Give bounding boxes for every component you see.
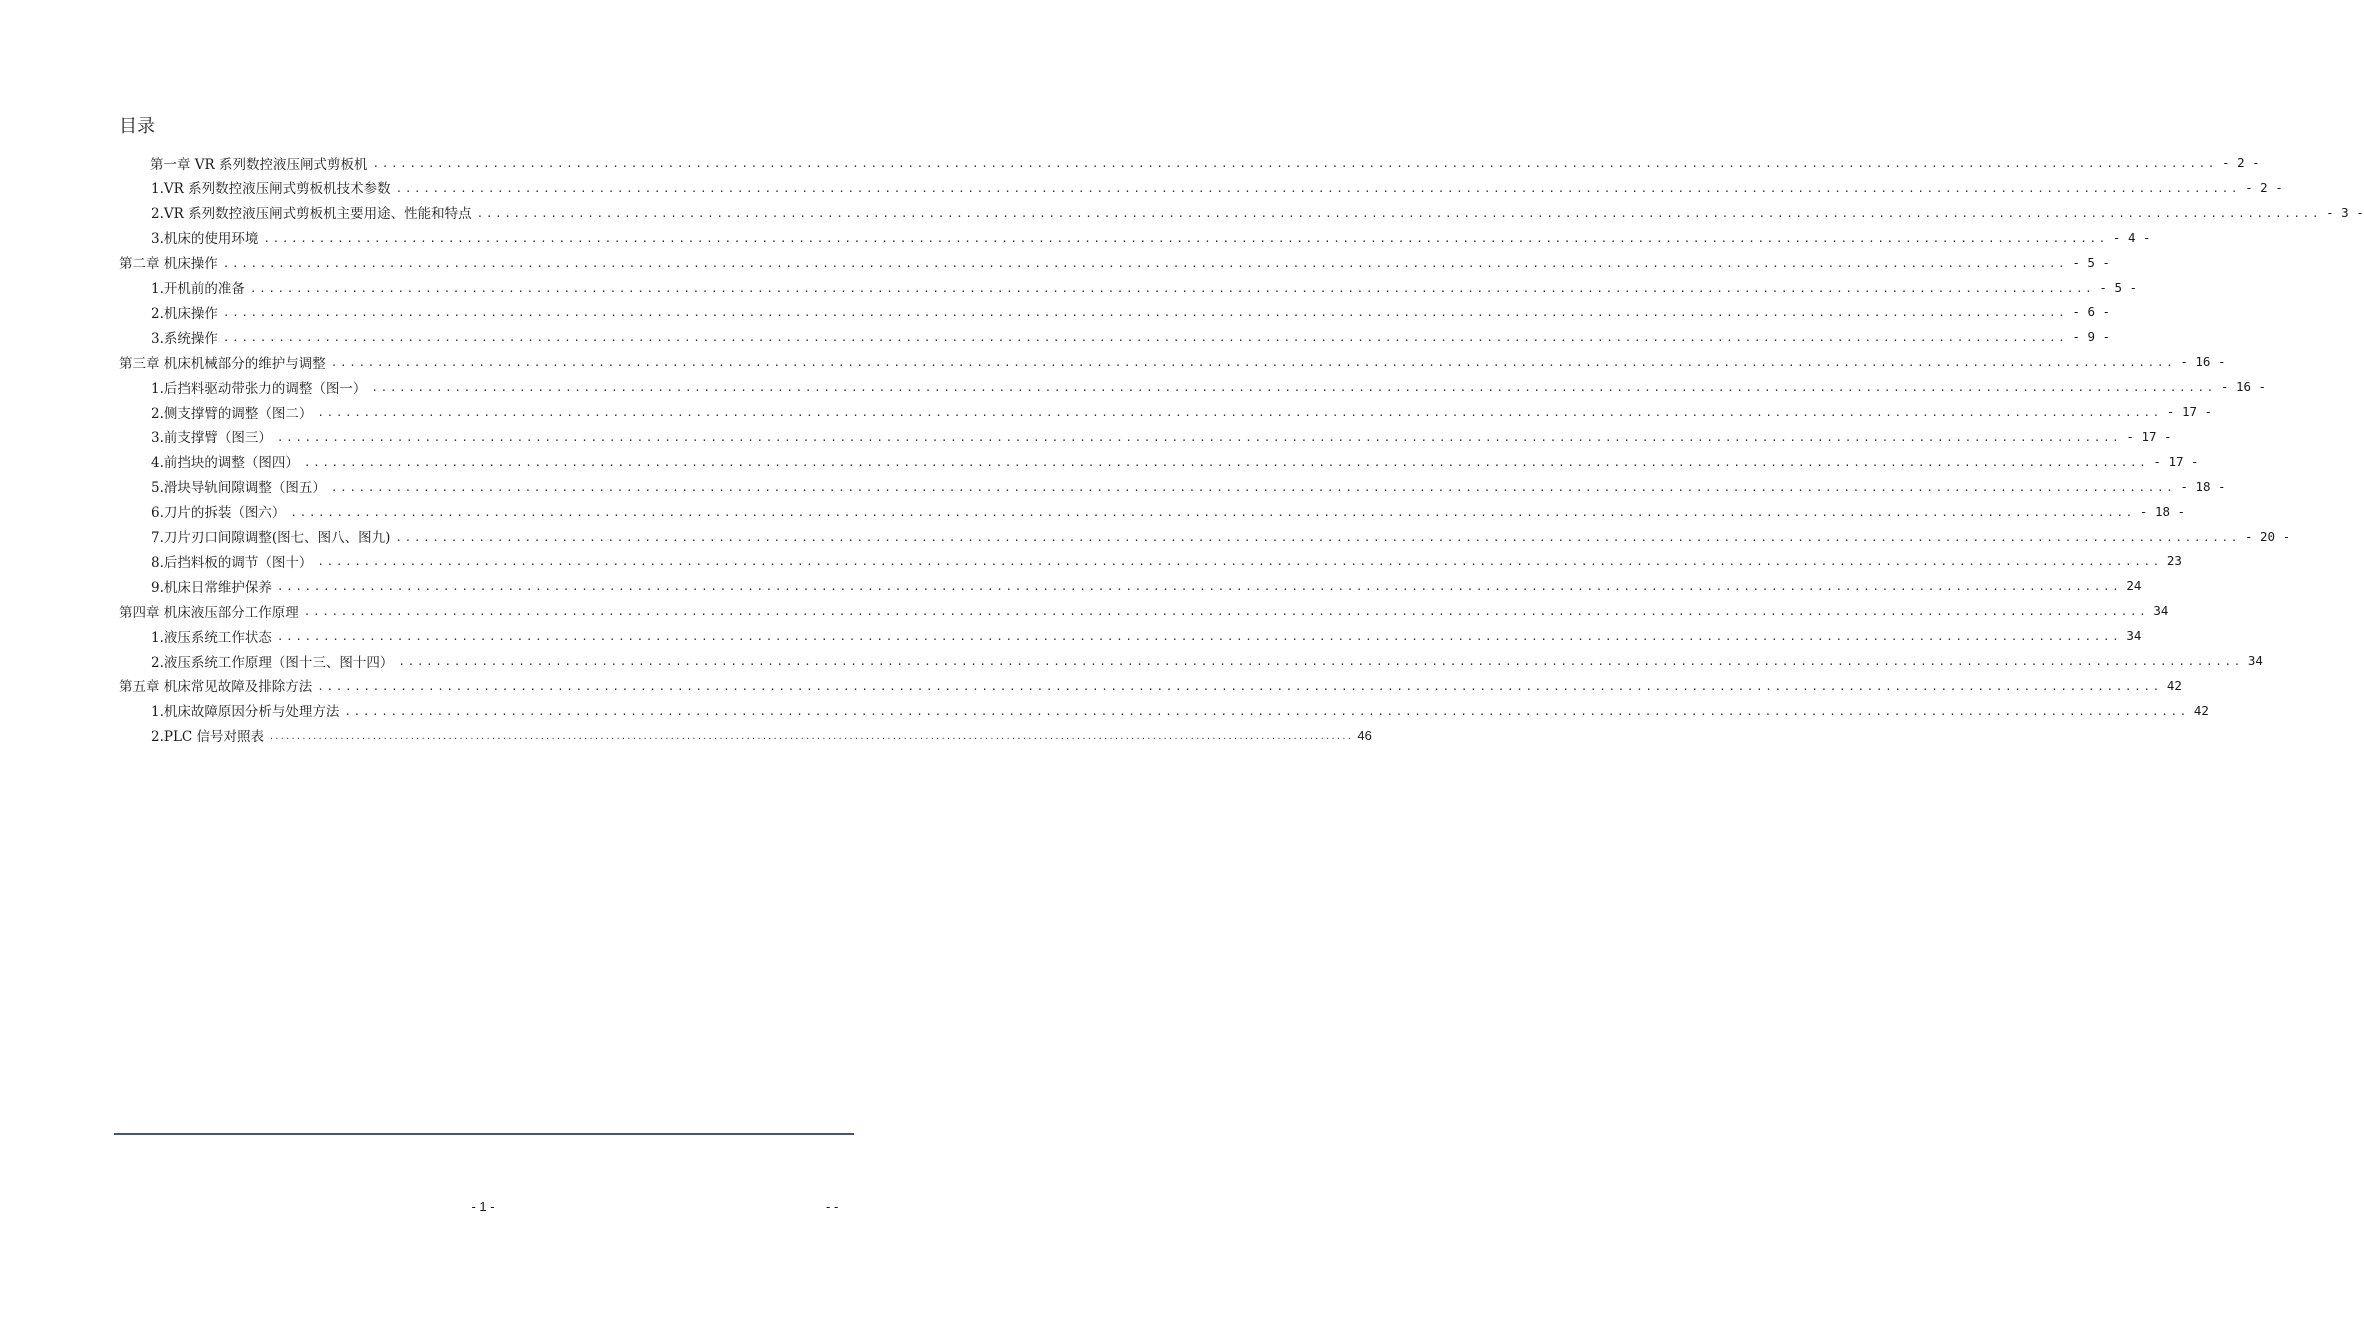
toc-entry-label: 1.开机前的准备 xyxy=(151,281,245,297)
toc-entry-page: - 2 - xyxy=(2222,155,2260,170)
toc-dot-leader: ........................................................................................................................................................................................................ xyxy=(222,331,2068,345)
toc-entry-page: - 18 - xyxy=(2180,478,2226,494)
toc-entry-page: - 17 - xyxy=(2153,453,2199,469)
toc-entry[interactable] xyxy=(151,524,2291,549)
toc-dot-leader: ........................................................................................................................................................................................................ xyxy=(344,704,2189,718)
footer-right-mark: - - xyxy=(826,1199,839,1214)
toc-entry-page: - 3 - xyxy=(2326,204,2364,220)
toc-dot-leader: ........................................................................................................................................................................................................ xyxy=(371,381,2216,395)
toc-dot-leader: ........................................................................................................................................................................................................ xyxy=(395,181,2241,195)
toc-entry-page: - 9 - xyxy=(2072,329,2111,345)
toc-entry-label: 2.PLC 信号对照表 xyxy=(151,729,265,746)
toc-entry-label: 1.后挡料驱动带张力的调整（图一） xyxy=(151,380,367,397)
toc-entry-label: 2.侧支撑臂的调整（图二） xyxy=(151,405,313,422)
toc-dot-leader: ........................................................................................................................................................................................................ xyxy=(303,455,2149,469)
toc-entry[interactable] xyxy=(151,723,1372,748)
toc-entry-label: 2.机床操作 xyxy=(151,305,218,322)
toc-entry[interactable] xyxy=(151,424,2172,449)
toc-entry-page: - 20 - xyxy=(2244,528,2291,544)
toc-entry-label: 2.液压系统工作原理（图十三、图十四） xyxy=(151,654,394,671)
toc-dot-leader: ........................................................................................................................................................................................................ xyxy=(249,281,2095,295)
toc-entry[interactable] xyxy=(151,573,2142,598)
toc-entry-label: 8.后挡料板的调节（图十） xyxy=(151,554,313,571)
toc-entry-label: 第三章 机床机械部分的维护与调整 xyxy=(119,355,326,372)
toc-entry[interactable] xyxy=(151,374,2267,399)
toc-entry-page: 42 xyxy=(2166,677,2182,693)
toc-entry[interactable] xyxy=(119,673,2182,698)
toc-entry-page: 34 xyxy=(2153,603,2169,619)
toc-entry-page: 42 xyxy=(2193,702,2209,718)
toc-entry-page: 34 xyxy=(2247,653,2263,668)
toc-entry[interactable] xyxy=(150,150,2260,175)
toc-entry-label: 5.滑块导轨间隙调整（图五） xyxy=(151,480,326,497)
toc-entry-page: - 5 - xyxy=(2072,254,2110,270)
footer-page-number: - 1 - xyxy=(471,1199,495,1214)
toc-entry-label: 第五章 机床常见故障及排除方法 xyxy=(119,679,313,696)
toc-dot-leader: ........................................................................................................................................................................................................ xyxy=(276,430,2122,444)
toc-entry[interactable] xyxy=(151,175,2283,200)
toc-dot-leader: ........................................................................................................................................................................................................ xyxy=(269,731,1353,741)
toc-dot-leader: ........................................................................................................................................................................................................ xyxy=(222,306,2068,320)
toc-entry-label: 3.前支撑臂（图三） xyxy=(151,430,272,447)
toc-entry-page: - 2 - xyxy=(2245,179,2283,195)
toc-dot-leader: ........................................................................................................................................................................................................ xyxy=(372,157,2218,170)
toc-entry-page: 23 xyxy=(2166,553,2182,569)
toc-entry-label: 4.前挡块的调整（图四） xyxy=(151,455,299,472)
toc-dot-leader: ........................................................................................................................................................................................................ xyxy=(263,231,2108,245)
toc-dot-leader: ........................................................................................................................................................................................................ xyxy=(276,580,2122,594)
toc-entry-page: - 18 - xyxy=(2139,503,2186,519)
toc-entry-page: 34 xyxy=(2126,628,2142,644)
toc-entry-page: - 16 - xyxy=(2220,379,2267,395)
toc-entry[interactable] xyxy=(151,548,2182,573)
toc-entry-page: - 5 - xyxy=(2099,279,2138,295)
toc-entry-label: 7.刀片刃口间隙调整(图七、图八、图九) xyxy=(151,530,391,546)
toc-entry[interactable] xyxy=(151,474,2226,499)
toc-entry-page: - 17 - xyxy=(2126,428,2172,444)
toc-dot-leader: ........................................................................................................................................................................................................ xyxy=(317,679,2162,693)
toc-dot-leader: ........................................................................................................................................................................................................ xyxy=(317,406,2162,419)
toc-entry-label: 2.VR 系列数控液压闸式剪板机主要用途、性能和特点 xyxy=(151,206,472,223)
toc-dot-leader: ........................................................................................................................................................................................................ xyxy=(276,630,2122,644)
toc-entry[interactable] xyxy=(151,225,2151,250)
toc-entry-label: 第一章 VR 系列数控液压闸式剪板机 xyxy=(150,156,368,173)
toc-entry-label: 6.刀片的拆装（图六） xyxy=(151,505,286,522)
footer-divider xyxy=(114,1133,854,1135)
toc-entry[interactable] xyxy=(119,598,2169,623)
toc-entry-label: 3.机床的使用环境 xyxy=(151,231,259,248)
toc-entry[interactable] xyxy=(151,623,2142,648)
toc-entry[interactable] xyxy=(151,449,2199,474)
toc-dot-leader: ........................................................................................................................................................................................................ xyxy=(476,206,2322,220)
toc-dot-leader: ........................................................................................................................................................................................................ xyxy=(398,655,2243,668)
toc-entry[interactable] xyxy=(151,499,2186,524)
toc-entry[interactable] xyxy=(151,324,2111,349)
toc-entry[interactable] xyxy=(151,275,2138,300)
toc-entry-page: - 4 - xyxy=(2112,229,2151,245)
toc-entry-page: - 16 - xyxy=(2180,354,2226,370)
toc-dot-leader: ........................................................................................................................................................................................................ xyxy=(330,480,2176,494)
toc-dot-leader: ........................................................................................................................................................................................................ xyxy=(330,356,2176,370)
toc-dot-leader: ........................................................................................................................................................................................................ xyxy=(395,530,2240,544)
toc-entry[interactable] xyxy=(151,200,2364,225)
toc-entry[interactable] xyxy=(151,299,2111,324)
toc-entry[interactable] xyxy=(151,648,2263,673)
toc-title xyxy=(119,114,155,140)
toc-entry-page: 46 xyxy=(1357,727,1372,743)
toc-entry[interactable] xyxy=(151,399,2213,424)
toc-entry[interactable] xyxy=(119,349,2226,374)
toc-entry-page: 24 xyxy=(2126,578,2142,594)
toc-entry[interactable] xyxy=(119,250,2110,275)
toc-entry-label: 第四章 机床液压部分工作原理 xyxy=(119,604,299,621)
toc-entry-label: 9.机床日常维护保养 xyxy=(151,579,272,596)
toc-entry-label: 3.系统操作 xyxy=(151,330,218,347)
toc-dot-leader: ........................................................................................................................................................................................................ xyxy=(290,505,2135,519)
toc-entry-label: 第二章 机床操作 xyxy=(119,256,218,273)
toc-entry[interactable] xyxy=(151,698,2209,723)
toc-entry-page: - 17 - xyxy=(2166,404,2213,419)
toc-entry-page: - 6 - xyxy=(2072,304,2111,320)
toc-dot-leader: ........................................................................................................................................................................................................ xyxy=(303,605,2149,619)
toc-entry-label: 1.机床故障原因分析与处理方法 xyxy=(151,704,340,721)
toc-dot-leader: ........................................................................................................................................................................................................ xyxy=(317,555,2162,569)
toc-entry-label: 1.VR 系列数控液压闸式剪板机技术参数 xyxy=(151,181,391,198)
toc-dot-leader: ........................................................................................................................................................................................................ xyxy=(222,256,2068,270)
toc-entry-label: 1.液压系统工作状态 xyxy=(151,629,272,646)
toc-title-text: 目录 xyxy=(119,116,155,137)
